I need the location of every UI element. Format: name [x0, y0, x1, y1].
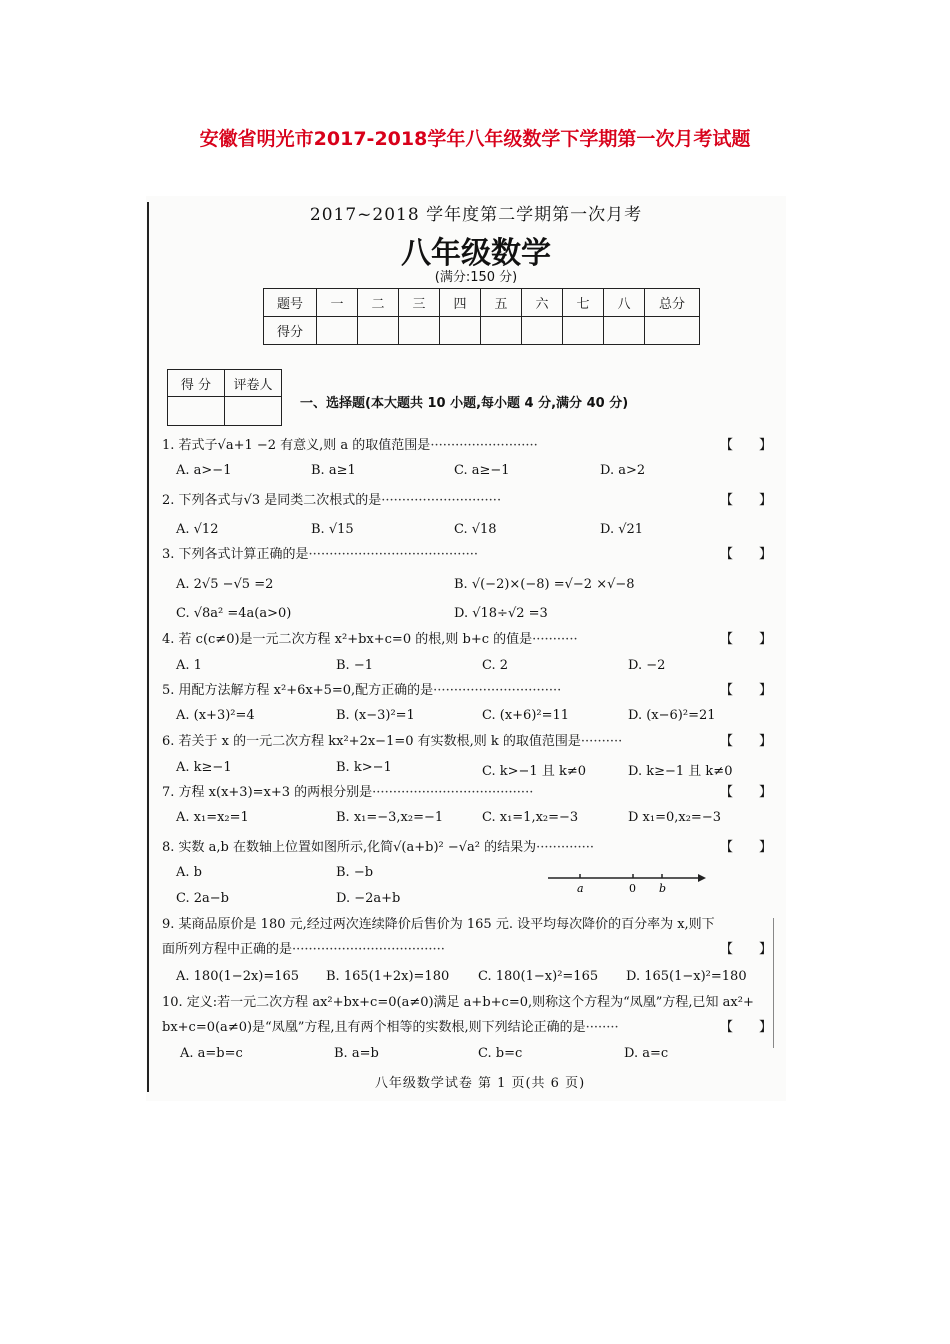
- score-cell: 题号: [264, 289, 317, 317]
- question-stem: 4. 若 c(c≠0)是一元二次方程 x²+bx+c=0 的根,则 b+c 的值是: [162, 632, 533, 647]
- option-c: C. a≥−1: [454, 463, 510, 478]
- scan-border-line: [147, 202, 149, 1092]
- grader-score-label: 得 分: [168, 370, 225, 397]
- label-zero: 0: [629, 882, 636, 895]
- score-cell-empty: [358, 317, 399, 345]
- option-c: C. 2a−b: [176, 891, 229, 906]
- question-8: [162, 840, 772, 856]
- grader-cell-empty: [168, 397, 225, 426]
- answer-bracket: 【 】: [719, 1020, 772, 1035]
- score-table: [263, 288, 700, 345]
- option-d: D. (x−6)²=21: [628, 708, 716, 723]
- score-cell: 二: [358, 289, 399, 317]
- scan-border-line-right: [773, 918, 774, 1048]
- question-1: [162, 438, 772, 454]
- leader-dots: ·····························: [381, 493, 502, 508]
- answer-bracket: 【 】: [719, 785, 772, 800]
- score-table-value-row: [264, 317, 700, 345]
- question-6: [162, 734, 772, 750]
- question-stem: 9. 某商品原价是 180 元,经过两次连续降价后售价为 165 元. 设平均每次降价的百分率为 x,则下: [162, 917, 715, 932]
- leader-dots: ···········: [532, 632, 578, 647]
- score-table-header-row: [264, 289, 700, 317]
- question-7: [162, 785, 772, 801]
- score-cell-empty: [440, 317, 481, 345]
- number-line-arrow: [698, 874, 706, 882]
- score-cell-empty: [604, 317, 645, 345]
- question-10: [162, 995, 772, 1011]
- score-cell-empty: [645, 317, 700, 345]
- question-stem: 10. 定义:若一元二次方程 ax²+bx+c=0(a≠0)满足 a+b+c=0,则称这个方程为“凤凰”方程,已知 ax²+: [162, 995, 754, 1010]
- leader-dots: ··························: [430, 438, 538, 453]
- question-stem: 7. 方程 x(x+3)=x+3 的两根分别是: [162, 785, 373, 800]
- answer-bracket: 【 】: [719, 840, 772, 855]
- leader-dots: ··········: [580, 734, 623, 749]
- answer-bracket: 【 】: [719, 547, 772, 562]
- option-d: D. √21: [600, 522, 644, 537]
- score-cell-empty: [563, 317, 604, 345]
- option-d: D. −2a+b: [336, 891, 401, 906]
- document-title: 安徽省明光市2017-2018学年八年级数学下学期第一次月考试题: [199, 128, 751, 150]
- option-a: A. a=b=c: [180, 1046, 243, 1061]
- score-cell: 七: [563, 289, 604, 317]
- score-cell: 三: [399, 289, 440, 317]
- option-d: D. 165(1−x)²=180: [626, 969, 747, 984]
- question-stem: 5. 用配方法解方程 x²+6x+5=0,配方正确的是: [162, 683, 434, 698]
- option-c: C. b=c: [478, 1046, 523, 1061]
- question-10-line2: [162, 1020, 772, 1036]
- option-b: B. (x−3)²=1: [336, 708, 415, 723]
- leader-dots: ·······························: [433, 683, 562, 698]
- grader-table: [167, 369, 282, 426]
- option-c: C. k>−1 且 k≠0: [482, 764, 586, 779]
- question-stem: 6. 若关于 x 的一元二次方程 kx²+2x−1=0 有实数根,则 k 的取值范围是: [162, 734, 581, 749]
- option-b: B. a≥1: [311, 463, 356, 478]
- option-b: B. 165(1+2x)=180: [326, 969, 450, 984]
- option-b: B. √(−2)×(−8) =√−2 ×√−8: [454, 577, 635, 592]
- option-c: C. 2: [482, 658, 509, 673]
- option-d: D. a=c: [624, 1046, 669, 1061]
- option-c: C. √8a² =4a(a>0): [176, 606, 292, 621]
- leader-dots: ·········································: [308, 547, 478, 562]
- grader-name-label: 评卷人: [225, 370, 282, 397]
- option-b: B. −b: [336, 865, 374, 880]
- answer-bracket: 【 】: [719, 632, 772, 647]
- score-cell-empty: [481, 317, 522, 345]
- score-cell: 五: [481, 289, 522, 317]
- question-stem-continued: bx+c=0(a≠0)是“凤凰”方程,且有两个相等的实数根,则下列结论正确的是: [162, 1020, 586, 1035]
- question-4: [162, 632, 772, 648]
- option-c: C. 180(1−x)²=165: [478, 969, 599, 984]
- option-a: A. b: [176, 865, 202, 880]
- score-cell: 六: [522, 289, 563, 317]
- option-a: A. x₁=x₂=1: [176, 810, 249, 825]
- option-a: A. 1: [176, 658, 202, 673]
- exam-heading: 2017~2018 学年度第二学期第一次月考: [309, 205, 643, 225]
- option-b: B. −1: [336, 658, 373, 673]
- score-cell-empty: [522, 317, 563, 345]
- option-b: B. k>−1: [336, 760, 392, 775]
- question-3: [162, 547, 772, 563]
- grader-cell-empty: [225, 397, 282, 426]
- answer-bracket: 【 】: [719, 942, 772, 957]
- question-5: [162, 683, 772, 699]
- score-cell: 一: [317, 289, 358, 317]
- full-mark: (满分:150 分): [434, 270, 518, 285]
- option-c: C. √18: [454, 522, 497, 537]
- option-c: C. x₁=1,x₂=−3: [482, 810, 579, 825]
- option-d: D. k≥−1 且 k≠0: [628, 764, 733, 779]
- question-stem: 1. 若式子√a+1 −2 有意义,则 a 的取值范围是: [162, 438, 431, 453]
- question-2: [162, 493, 772, 509]
- score-cell: 总分: [645, 289, 700, 317]
- leader-dots: ·······································: [372, 785, 534, 800]
- leader-dots: ··············: [536, 840, 595, 855]
- question-stem: 8. 实数 a,b 在数轴上位置如图所示,化简√(a+b)² −√a² 的结果为: [162, 840, 537, 855]
- answer-bracket: 【 】: [719, 438, 772, 453]
- score-cell: 八: [604, 289, 645, 317]
- option-a: A. a>−1: [176, 463, 232, 478]
- option-b: B. x₁=−3,x₂=−1: [336, 810, 444, 825]
- question-stem: 3. 下列各式计算正确的是: [162, 547, 309, 562]
- option-d: D. −2: [628, 658, 666, 673]
- label-a: a: [577, 882, 584, 895]
- answer-bracket: 【 】: [719, 734, 772, 749]
- answer-bracket: 【 】: [719, 493, 772, 508]
- option-a: A. √12: [176, 522, 219, 537]
- question-9-line2: [162, 942, 772, 958]
- leader-dots: ········: [585, 1020, 619, 1035]
- option-d: D. √18÷√2 =3: [454, 606, 548, 621]
- label-b: b: [659, 882, 667, 895]
- page-footer: 八年级数学试卷 第 1 页(共 6 页): [374, 1076, 586, 1091]
- option-a: A. (x+3)²=4: [176, 708, 255, 723]
- section-title: 一、选择题(本大题共 10 小题,每小题 4 分,满分 40 分): [300, 396, 629, 411]
- question-9: [162, 917, 772, 933]
- score-cell-empty: [317, 317, 358, 345]
- option-a: A. 2√5 −√5 =2: [176, 577, 274, 592]
- option-d: D. a>2: [600, 463, 646, 478]
- exam-subject: 八年级数学: [401, 236, 551, 271]
- number-line-figure: [548, 866, 708, 896]
- option-a: A. 180(1−2x)=165: [176, 969, 300, 984]
- score-cell-empty: [399, 317, 440, 345]
- option-c: C. (x+6)²=11: [482, 708, 570, 723]
- question-stem-continued: 面所列方程中正确的是: [162, 942, 293, 957]
- score-cell: 得分: [264, 317, 317, 345]
- option-a: A. k≥−1: [176, 760, 232, 775]
- option-b: B. √15: [311, 522, 354, 537]
- answer-bracket: 【 】: [719, 683, 772, 698]
- score-cell: 四: [440, 289, 481, 317]
- option-b: B. a=b: [334, 1046, 379, 1061]
- option-d: D x₁=0,x₂=−3: [628, 810, 721, 825]
- leader-dots: ·····································: [292, 942, 445, 957]
- question-stem: 2. 下列各式与√3 是同类二次根式的是: [162, 493, 382, 508]
